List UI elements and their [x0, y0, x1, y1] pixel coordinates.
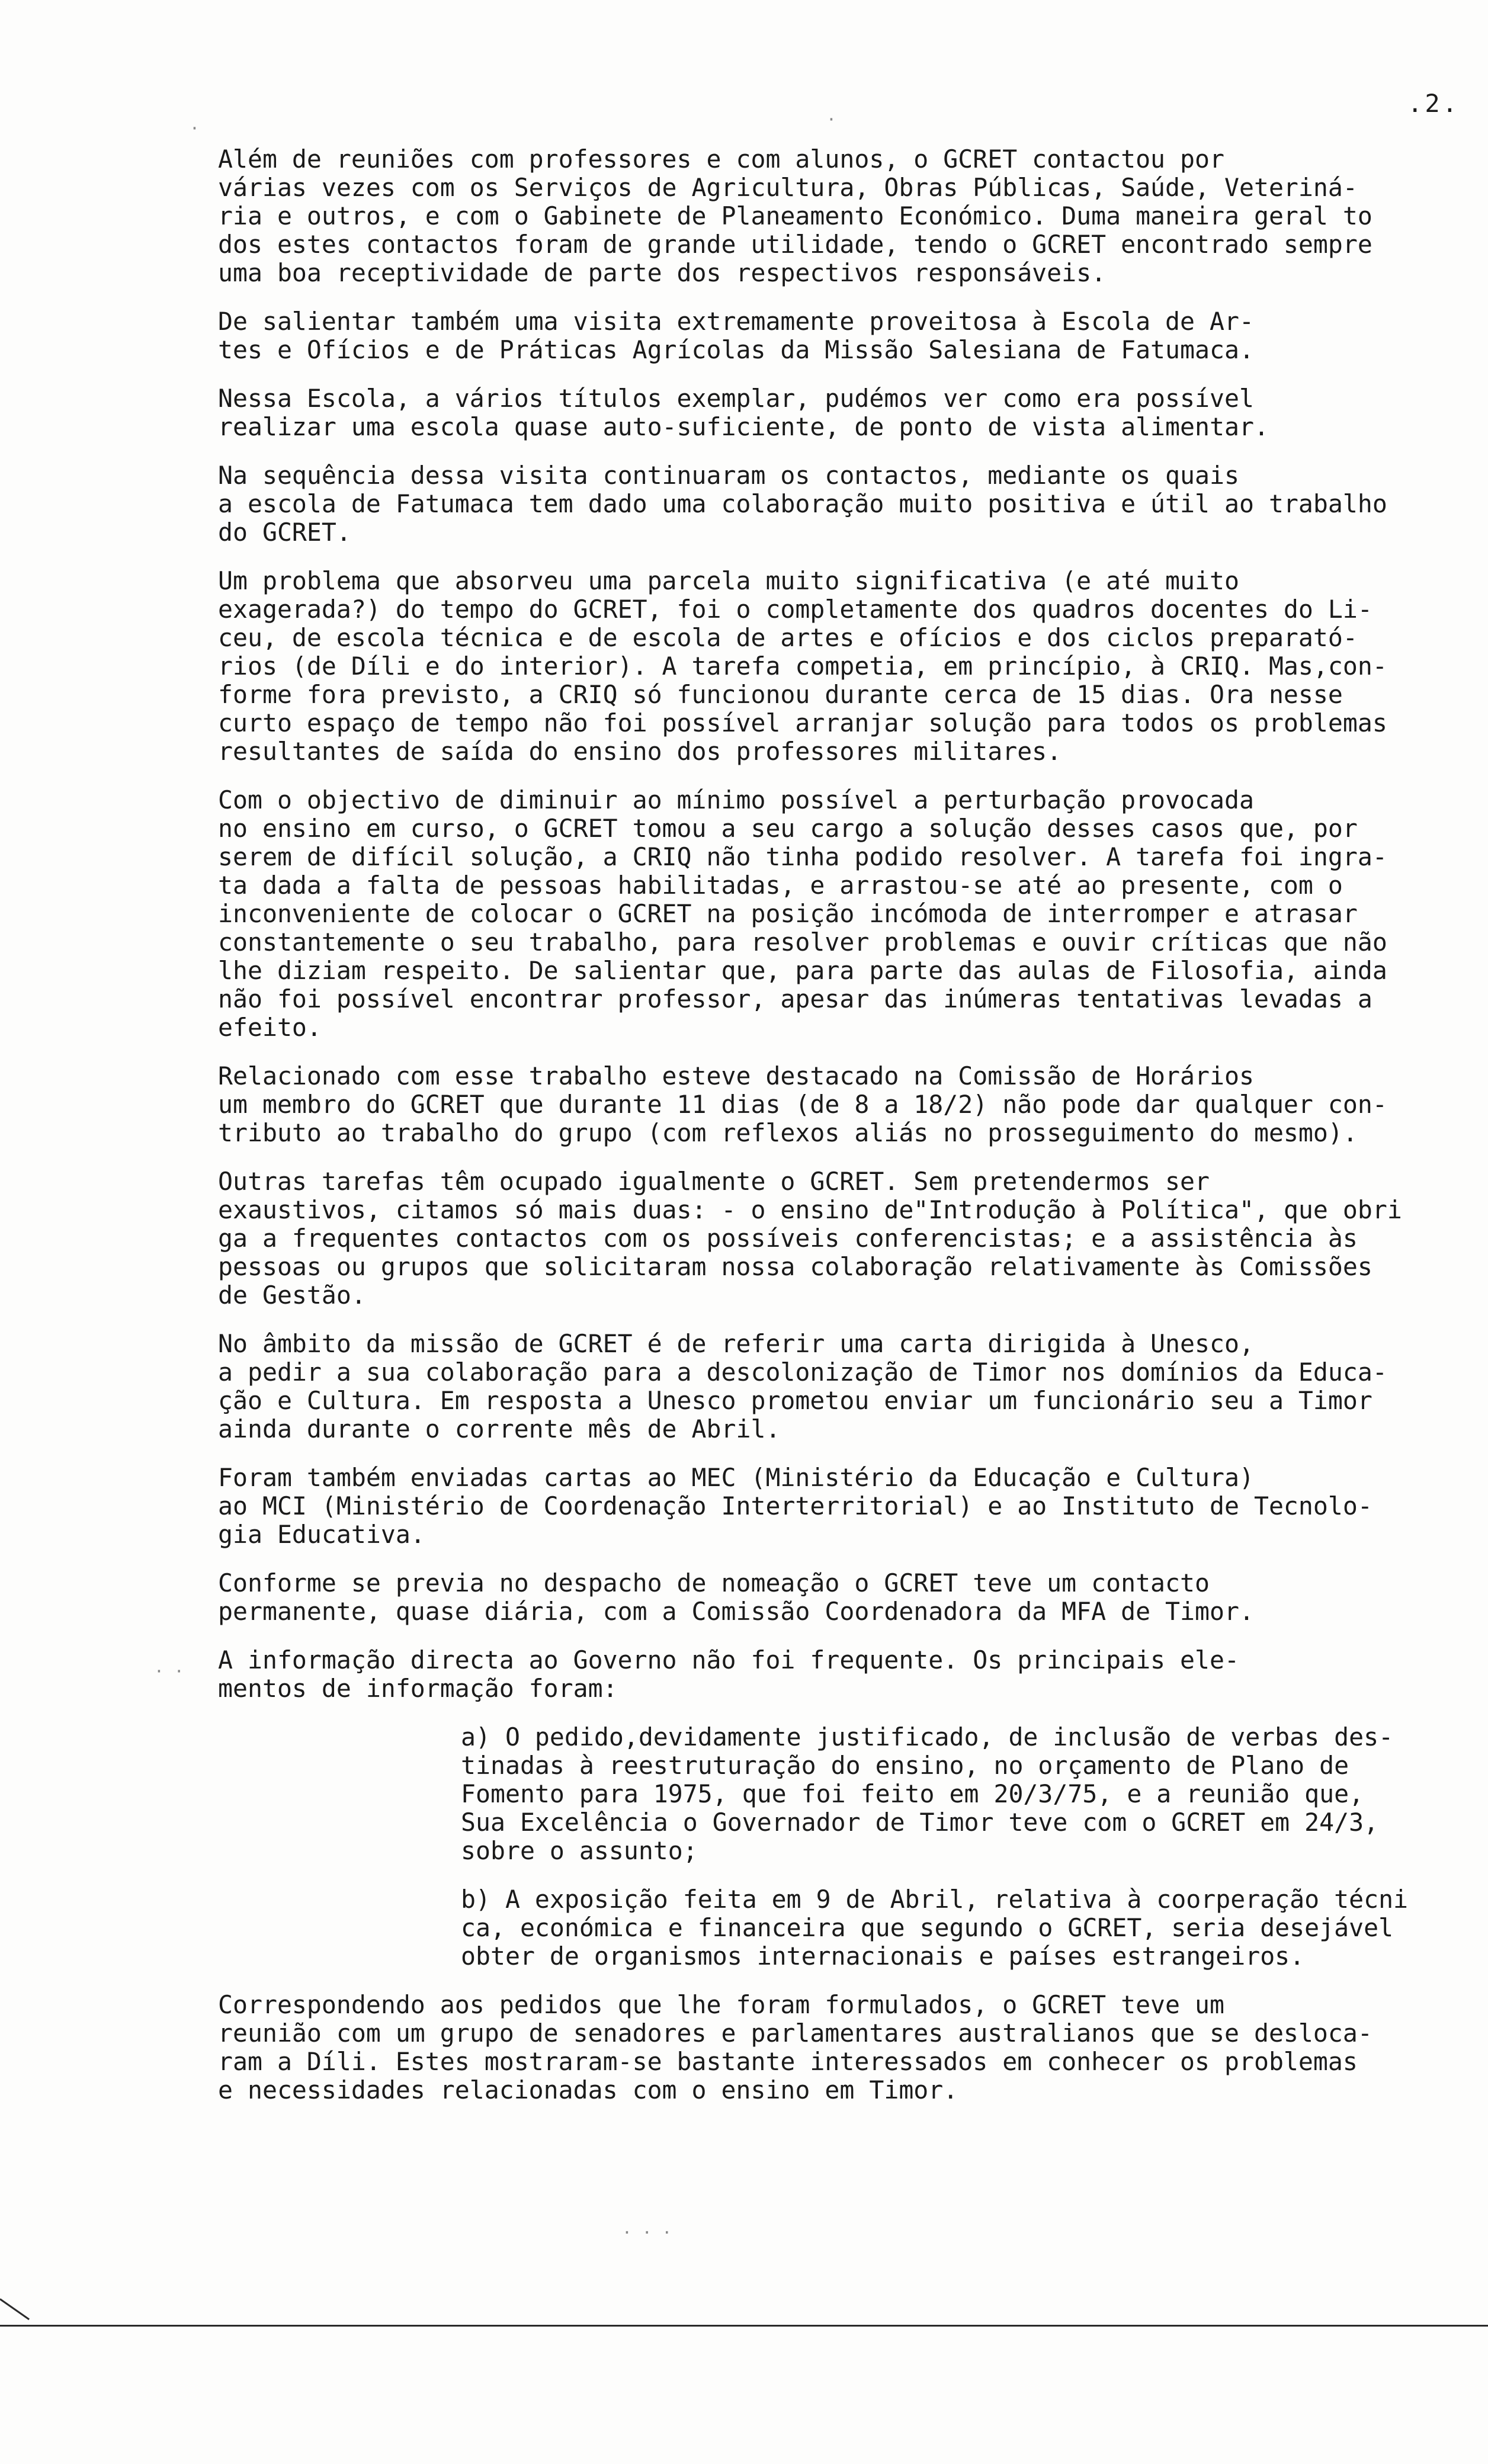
list-item: a) O pedido,devidamente justificado, de inclusão de verbas des- tinadas à reestruturação do ensino, no orçamento de Plano de Fomento para 1975, que foi feito em 20/3/75, e a reunião que, Sua Excelência o Governador de Timor teve com o GCRET em 24/3, sobre o assunto; [461, 1722, 1394, 1865]
scan-speck: · [826, 110, 836, 129]
paragraph-other-tasks: Outras tarefas têm ocupado igualmente o GCRET. Sem pretendermos ser exaustivos, citamos só mais duas: - o ensino de"Introdução à Política", que obri ga a frequentes contactos com os possíveis conferencistas; e a assistência às pessoas ou grupos que solicitaram nossa colaboração relativamente às Comissões de Gestão. [218, 1167, 1402, 1310]
paragraph-government-information: A informação directa ao Governo não foi frequente. Os principais ele- mentos de informação foram: [218, 1645, 1239, 1703]
scan-speck: · · [154, 1661, 184, 1681]
paragraph-unesco-letter: No âmbito da missão de GCRET é de referir uma carta dirigida à Unesco, a pedir a sua colaboração para a descolonização de Timor nos domínios da Educa- ção e Cultura. Em resposta a Unesco prometou enviar um funcionário seu a Timor ainda durante o corrente mês de Abril. [218, 1329, 1387, 1443]
scan-speck: · [190, 118, 200, 138]
scan-speck: . . . [622, 2218, 672, 2238]
page-edge-mark [0, 2298, 30, 2320]
paragraph-fatumaca-visit: De salientar também uma visita extremamente proveitosa à Escola de Ar- tes e Ofícios e de Práticas Agrícolas da Missão Salesiana de Fatumaca. [218, 307, 1254, 364]
paragraph-teaching-staff-problem: Um problema que absorveu uma parcela muito significativa (e até muito exagerada?) do tempo do GCRET, foi o completamente dos quadros docentes do Li- ceu, de escola técnica e de escola de artes e ofícios e dos ciclos preparató- rios (de Díli e do interior). A tarefa competia, em princípio, à CRIQ. Mas,con- forme fora previsto, a CRIQ só funcionou durante cerca de 15 dias. Ora nesse curto espaço de tempo não foi possível arranjar solução para todos os problemas resultantes de saída do ensino dos professores militares. [218, 566, 1387, 766]
paragraph-schedule-commission: Relacionado com esse trabalho esteve destacado na Comissão de Horários um membro do GCRET que durante 11 dias (de 8 a 18/2) não pode dar qualquer con- tributo ao trabalho do grupo (com reflexos aliás no prosseguimento do mesmo). [218, 1061, 1387, 1147]
document-body [218, 145, 1474, 2125]
bottom-rule [0, 2325, 1488, 2327]
paragraph-exemplar-school: Nessa Escola, a vários títulos exemplar, pudémos ver como era possível realizar uma escola quase auto-suficiente, de ponto de vista alimentar. [218, 384, 1269, 441]
page-number: .2. [1407, 89, 1460, 118]
paragraph-meetings: Além de reuniões com professores e com alunos, o GCRET contactou por várias vezes com os Serviços de Agricultura, Obras Públicas, Saúde, Veteriná- ria e outros, e com o Gabinete de Planeamento Económico. Duma maneira geral to dos estes contactos foram de grande utilidade, tendo o GCRET encontrado sempre uma boa receptividade de parte dos respectivos responsáveis. [218, 145, 1372, 287]
paragraph-australian-delegation: Correspondendo aos pedidos que lhe foram formulados, o GCRET teve um reunião com um grupo de senadores e parlamentares australianos que se desloca- ram a Díli. Estes mostraram-se bastante interessados em conhecer os problemas e necessidades relacionadas com o ensino em Timor. [218, 1990, 1372, 2104]
paragraph-continued-contacts: Na sequência dessa visita continuaram os contactos, mediante os quais a escola de Fatumaca tem dado uma colaboração muito positiva e útil ao trabalho do GCRET. [218, 461, 1387, 547]
paragraph-disruption-objective: Com o objectivo de diminuir ao mínimo possível a perturbação provocada no ensino em curso, o GCRET tomou a seu cargo a solução desses casos que, por serem de difícil solução, a CRIQ não tinha podido resolver. A tarefa foi ingra- ta dada a falta de pessoas habilitadas, e arrastou-se até ao presente, com o inconveniente de colocar o GCRET na posição incómoda de interromper e atrasar constantemente o seu trabalho, para resolver problemas e ouvir críticas que não lhe diziam respeito. De salientar que, para parte das aulas de Filosofia, ainda não foi possível encontrar professor, apesar das inúmeras tentativas levadas a efeito. [218, 785, 1387, 1042]
paragraph-letters-sent: Foram também enviadas cartas ao MEC (Ministério da Educação e Cultura) ao MCI (Ministério de Coordenação Interterritorial) e ao Instituto de Tecnolo- gia Educativa. [218, 1463, 1372, 1549]
information-list [461, 1723, 1474, 1971]
paragraph-mfa-contact: Conforme se previa no despacho de nomeação o GCRET teve um contacto permanente, quase diária, com a Comissão Coordenadora da MFA de Timor. [218, 1568, 1254, 1626]
list-item: b) A exposição feita em 9 de Abril, relativa à coorperação técni ca, económica e financeira que segundo o GCRET, seria desejável obter de organismos internacionais e países estrangeiros. [461, 1885, 1409, 1971]
